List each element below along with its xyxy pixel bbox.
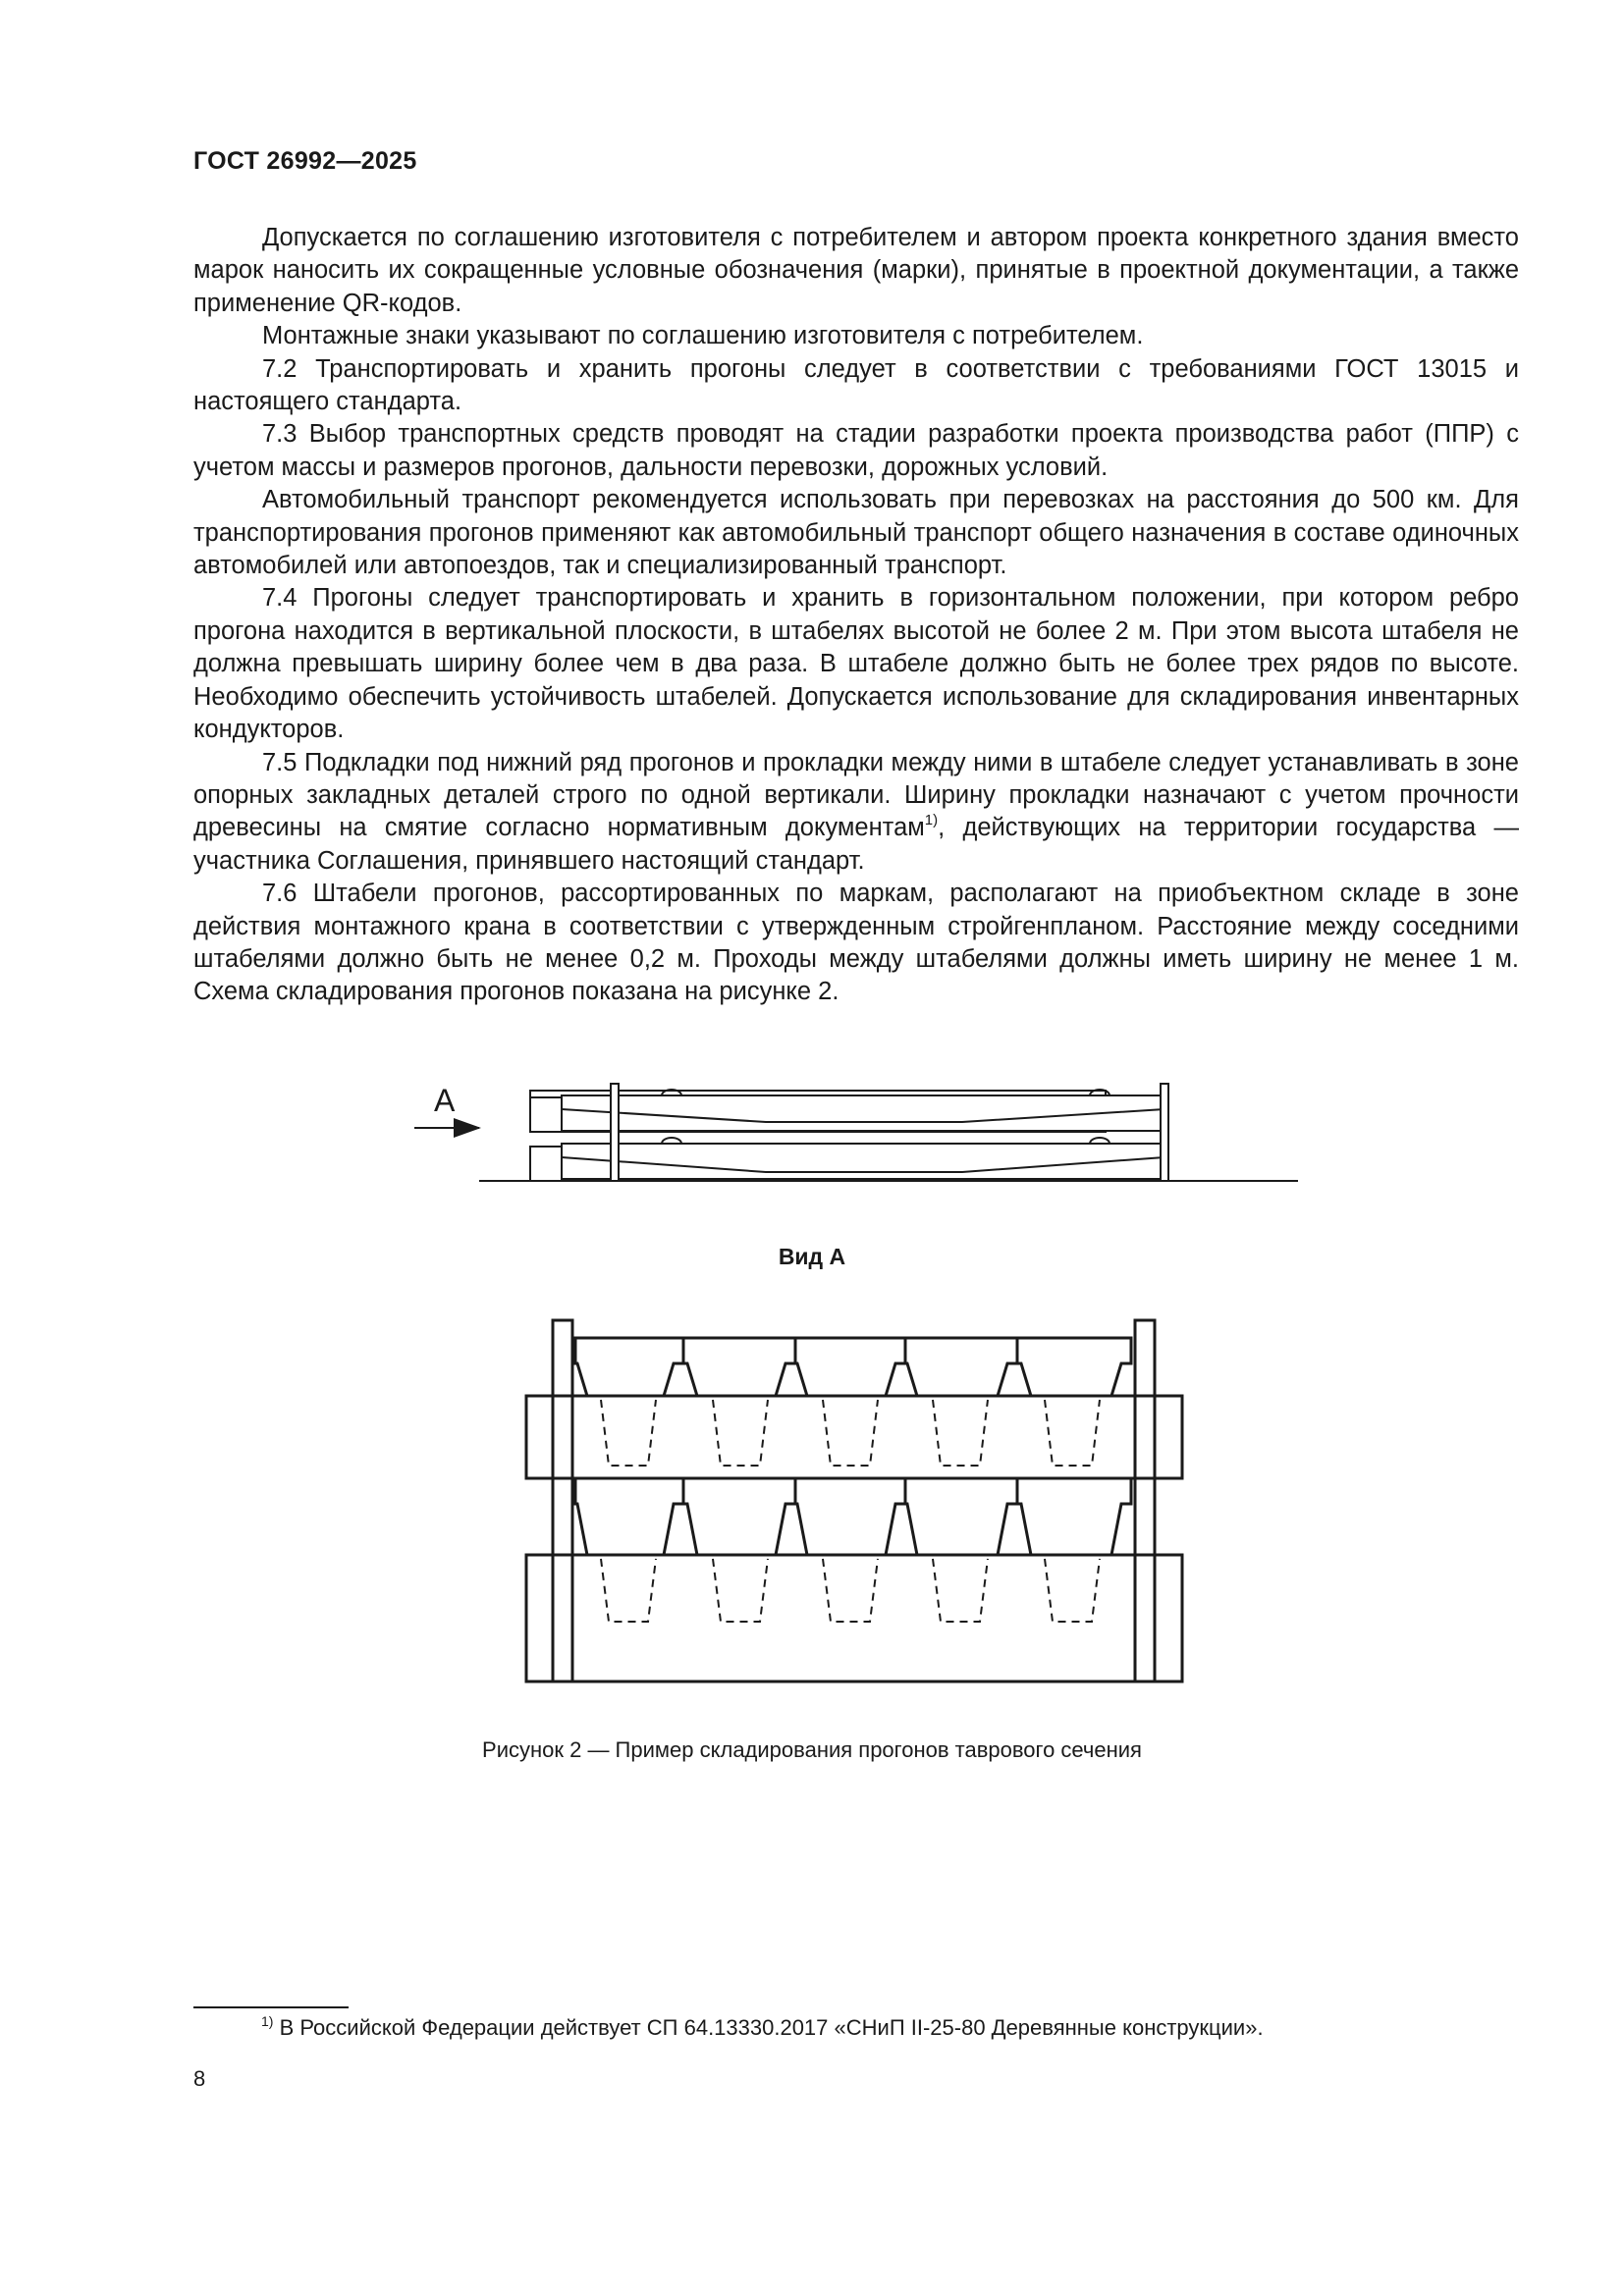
footnote-reference[interactable]: 1) [924, 812, 939, 829]
left-post [553, 1320, 572, 1682]
lifting-loop [1090, 1138, 1110, 1144]
right-post [1135, 1320, 1155, 1682]
bottom-bearer [530, 1147, 1106, 1181]
paragraph: Допускается по соглашению изготовителя с потребителем и автором проекта конкретного здания вместо марок наносить их сокращенные условные обозначения (марки), принятые в проектной документации, а также применение QR-кодов. [193, 224, 1519, 317]
top-bearer [530, 1091, 1106, 1097]
paragraph-7-6: 7.6 Штабели прогонов, рассортированных по маркам, располагают на приобъектном складе в зоне действия монтажного крана в соответствии с утвержденным стройгенпланом. Расстояние между соседними штабелями должно быть не менее 0,2 м. Проходы между штабелями должны иметь ширину не менее 1 м. Схема складирования прогонов показана на рисунке 2. [193, 880, 1519, 1006]
side-elevation [414, 1083, 1298, 1181]
lifting-loop [662, 1138, 681, 1144]
lifting-loop [662, 1090, 681, 1095]
arrow-label: А [434, 1083, 456, 1118]
figure-caption: Рисунок 2 — Пример складирования прогонов таврового сечения [482, 1737, 1142, 1762]
paragraph-text: , действующих на территории государства — участника Соглашения, принявшего настоящий стандарт. [193, 814, 1519, 875]
paragraph-7-5 [193, 747, 1519, 879]
footnote [261, 2015, 1264, 2041]
middle-bearer [530, 1097, 1106, 1132]
upper-bearer [526, 1396, 1182, 1478]
paragraph-text: 7.5 Подкладки под нижний ряд прогонов и прокладки между ними в штабеле следует устанавливать в зоне опорных закладных деталей строго по одной вертикали. Ширину прокладки назначают с учетом прочности древесины на смятие согласно нормативным документам [193, 748, 1519, 842]
paragraph: Монтажные знаки указывают по соглашению изготовителя с потребителем. [262, 322, 1144, 350]
lifting-loop [1090, 1090, 1110, 1095]
body-text [193, 222, 1519, 1009]
document-code-header: ГОСТ 26992—2025 [193, 147, 417, 175]
footnote-divider [193, 2006, 349, 2008]
footnote-text: В Российской Федерации действует СП 64.13330.2017 «СНиП II-25-80 Деревянные конструкции». [273, 2015, 1264, 2040]
paragraph-7-3: 7.3 Выбор транспортных средств проводят на стадии разработки проекта производства работ (ППР) с учетом массы и размеров прогонов, дальности перевозки, дорожных условий. [193, 420, 1519, 481]
purlin-row-upper [575, 1338, 1131, 1396]
paragraph-7-4: 7.4 Прогоны следует транспортировать и хранить в горизонтальном положении, при котором ребро прогона находится в вертикальной плоскости, в штабелях высотой не более 2 м. При этом высота штабеля не должна превышать ширину более чем в два раза. В штабеле должно быть не более трех рядов по высоте. Необходимо обеспечить устойчивость штабелей. Допускается использование для складирования инвентарных кондукторов. [193, 584, 1519, 744]
lower-bearer [526, 1555, 1182, 1682]
footnote-marker: 1) [261, 2013, 274, 2029]
purlin-row-lower [562, 1144, 1164, 1179]
paragraph-7-2: 7.2 Транспортировать и хранить прогоны следует в соответствии с требованиями ГОСТ 13015 и настоящего стандарта. [193, 354, 1519, 416]
right-post [1161, 1084, 1168, 1181]
paragraph: Автомобильный транспорт рекомендуется использовать при перевозках на расстояния до 500 км. Для транспортирования прогонов применяют как автомобильный транспорт общего назначения в составе одиночных автомобилей или автопоездов, так и специализированный транспорт. [193, 486, 1519, 580]
left-post [611, 1084, 619, 1181]
view-label: Вид А [778, 1244, 846, 1269]
purlin-row-upper [562, 1095, 1164, 1131]
page-number: 8 [193, 2066, 206, 2091]
purlin-row-lower [575, 1478, 1131, 1555]
view-a-section [526, 1320, 1182, 1682]
